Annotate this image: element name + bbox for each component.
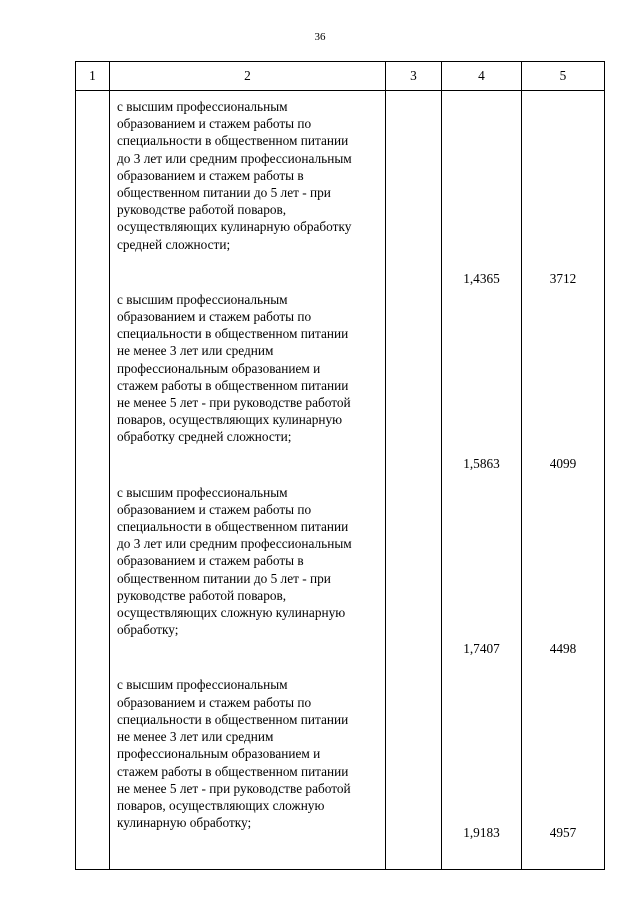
coefficient-cell [442,91,522,870]
coefficient-value: 1,5863 [463,456,500,471]
header-col-1: 1 [76,62,110,91]
header-col-2: 2 [110,62,386,91]
header-col-4: 4 [442,62,522,91]
header-col-3: 3 [386,62,442,91]
col-1-cell [76,91,110,870]
col-3-cell [386,91,442,870]
coefficient-value: 1,4365 [463,271,500,286]
header-row [76,62,605,91]
description-text: с высшим профессиональным образованием и стажем работы по специальности в общественном питании не менее 3 лет или средним профессиональным образованием и стажем работы в общественном питании не менее 5 лет - при руководстве работой поваров, осуществляющих кулинарную обработку средней сложности; [117,291,351,445]
salary-table [75,61,605,870]
amount-value: 4957 [549,825,577,840]
header-col-5: 5 [522,62,605,91]
table-row [76,91,605,870]
page-number: 36 [314,31,326,43]
coefficient-value: 1,9183 [463,825,500,840]
coefficient-value: 1,7407 [463,641,500,656]
description-text: с высшим профессиональным образованием и стажем работы по специальности в общественном питании до 3 лет или средним профессиональным образованием и стажем работы в общественном питании до 5 лет - при руководстве работой поваров, осуществляющих сложную кулинарную обработку; [117,484,352,638]
amount-cell [522,91,605,870]
description-cell [110,91,386,870]
amount-value: 4498 [549,641,577,656]
description-text: с высшим профессиональным образованием и стажем работы по специальности в общественном питании до 3 лет или средним профессиональным образованием и стажем работы в общественном питании до 5 лет - при руководстве работой поваров, осуществляющих кулинарную обработку средней сложности; [117,99,352,252]
description-text: с высшим профессиональным образованием и стажем работы по специальности в общественном питании не менее 3 лет или средним профессиональным образованием и стажем работы в общественном питании не менее 5 лет - при руководстве работой поваров, осуществляющих сложную кулинарную обработку; [117,677,351,831]
amount-value: 3712 [549,271,577,286]
amount-value: 4099 [549,456,577,471]
